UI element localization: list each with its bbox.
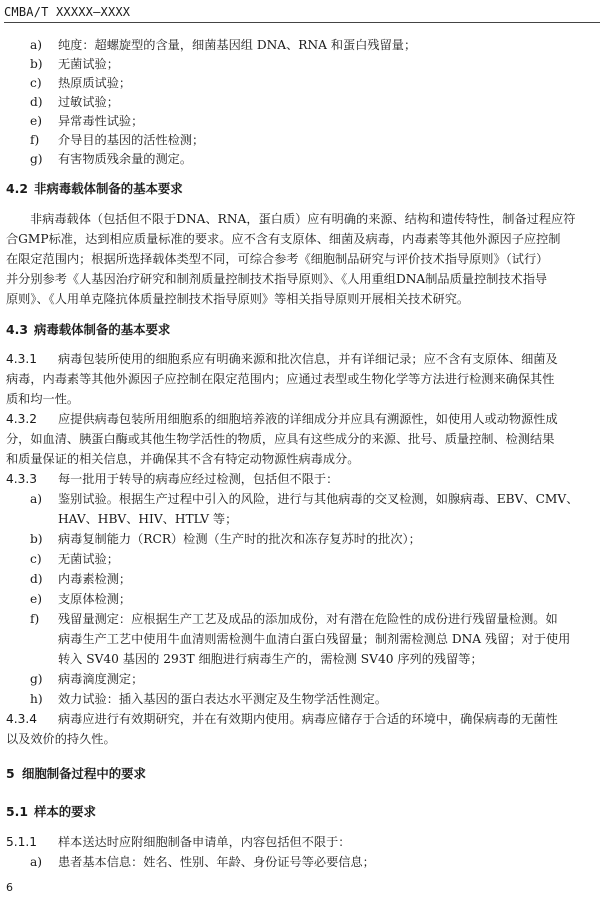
section-number: 4.2: [6, 181, 28, 196]
list-marker: h): [30, 692, 43, 706]
paragraph-line: 分，如血清、胰蛋白酶或其他生物学活性的物质，应具有这些成分的来源、批号、质量控制、检测结果: [6, 432, 555, 446]
paragraph-line: 和质量保证的相关信息，并确保其不含有特定动物源性病毒成分。: [6, 452, 360, 466]
header-rule: [4, 22, 600, 23]
clause-number: 4.3.4: [6, 712, 38, 726]
page-number: 6: [6, 881, 13, 894]
list-text: 有害物质残余量的测定。: [58, 152, 193, 166]
section-title: 病毒载体制备的基本要求: [34, 322, 171, 337]
list-text: 纯度：超螺旋型的含量，细菌基因组 DNA、RNA 和蛋白残留量；: [58, 38, 417, 52]
page-header-code: CMBA/T XXXXX—XXXX: [4, 5, 131, 19]
clause-number: 4.3.1: [6, 352, 38, 366]
list-text: 转入 SV40 基因的 293T 细胞进行病毒生产的，需检测 SV40 序列的残留等；: [58, 652, 483, 666]
list-text: 患者基本信息：姓名、性别、年龄、身份证号等必要信息；: [58, 855, 375, 869]
list-text: 热原质试验；: [58, 76, 132, 90]
clause-number: 5.1.1: [6, 835, 38, 849]
list-text: HAV、HBV、HIV、HTLV 等；: [58, 512, 238, 526]
list-text: 鉴别试验。根据生产过程中引入的风险，进行与其他病毒的交叉检测，如腺病毒、EBV、CMV、: [58, 492, 579, 506]
list-marker: a): [30, 38, 43, 52]
list-text: 内毒素检测；: [58, 572, 132, 586]
list-marker: c): [30, 552, 42, 566]
paragraph-line: 病毒应进行有效期研究，并在有效期内使用。病毒应储存于合适的环境中，确保病毒的无菌性: [58, 712, 558, 726]
section-title: 样本的要求: [34, 804, 96, 819]
list-marker: d): [30, 572, 43, 586]
paragraph-line: 原则》、《人用单克隆抗体质量控制技术指导原则》等相关指导原则开展相关技术研究。: [6, 292, 470, 306]
list-marker: c): [30, 76, 42, 90]
list-marker: b): [30, 532, 43, 546]
list-marker: a): [30, 492, 43, 506]
list-marker: e): [30, 592, 42, 606]
section-title: 非病毒载体制备的基本要求: [34, 181, 183, 196]
clause-lead: 每一批用于转导的病毒应经过检测，包括但不限于：: [58, 472, 339, 486]
paragraph-line: 以及效价的持久性。: [6, 732, 116, 746]
list-text: 支原体检测；: [58, 592, 132, 606]
paragraph-line: 病毒，内毒素等其他外源因子应控制在限定范围内；应通过表型或生物化学等方法进行检测来确保其性: [6, 372, 555, 386]
list-marker: b): [30, 57, 43, 71]
list-marker: a): [30, 855, 43, 869]
list-text: 病毒滴度测定；: [58, 672, 144, 686]
clause-number: 4.3.3: [6, 472, 38, 486]
list-text: 无菌试验；: [58, 57, 119, 71]
paragraph-line: 在限定范围内；根据所选择载体类型不同，可综合参考《细胞制品研究与评价技术指导原则》（试行）: [6, 252, 549, 266]
list-marker: f): [30, 133, 40, 147]
clause-number: 4.3.2: [6, 412, 38, 426]
paragraph-line: 非病毒载体（包括但不限于DNA、RNA，蛋白质）应有明确的来源、结构和遗传特性，制备过程应符: [30, 212, 576, 226]
list-marker: f): [30, 612, 40, 626]
paragraph-line: 病毒包装所使用的细胞系应有明确来源和批次信息，并有详细记录；应不含有支原体、细菌及: [58, 352, 558, 366]
section-title: 细胞制备过程中的要求: [22, 766, 146, 781]
list-text: 效力试验：插入基因的蛋白表达水平测定及生物学活性测定。: [58, 692, 388, 706]
paragraph-line: 并分别参考《人基因治疗研究和制剂质量控制技术指导原则》、《人用重组DNA制品质量控制技术指导: [6, 272, 548, 286]
list-text: 病毒生产工艺中使用牛血清则需检测牛血清白蛋白残留量；制剂需检测总 DNA 残留；对于使用: [58, 632, 571, 646]
paragraph-line: 质和均一性。: [6, 392, 80, 406]
paragraph-line: 应提供病毒包装所用细胞系的细胞培养液的详细成分并应具有溯源性，如使用人或动物源性成: [58, 412, 558, 426]
paragraph-line: 合GMP标准，达到相应质量标准的要求。应不含有支原体、细菌及病毒，内毒素等其他外源因子应控制: [6, 232, 561, 246]
list-marker: g): [30, 152, 43, 166]
section-number: 5: [6, 766, 15, 781]
list-marker: d): [30, 95, 43, 109]
list-text: 介导目的基因的活性检测；: [58, 133, 205, 147]
list-text: 过敏试验；: [58, 95, 119, 109]
list-marker: e): [30, 114, 42, 128]
clause-lead: 样本送达时应附细胞制备申请单，内容包括但不限于：: [58, 835, 351, 849]
list-text: 病毒复制能力（RCR）检测（生产时的批次和冻存复苏时的批次）；: [58, 532, 421, 546]
list-text: 异常毒性试验；: [58, 114, 144, 128]
section-number: 4.3: [6, 322, 28, 337]
list-marker: g): [30, 672, 43, 686]
list-text: 残留量测定：应根据生产工艺及成品的添加成份，对有潜在危险性的成份进行残留量检测。如: [58, 612, 558, 626]
section-number: 5.1: [6, 804, 28, 819]
list-text: 无菌试验；: [58, 552, 119, 566]
